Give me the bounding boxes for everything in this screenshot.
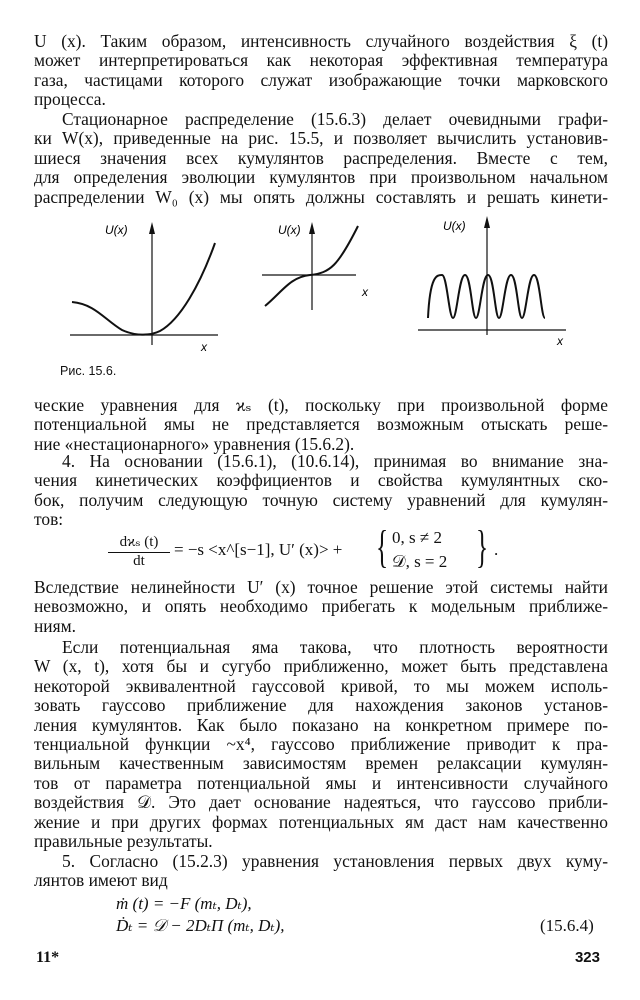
text-line: W (x, t), хотя бы и сугубо приближенно, может быть представлена: [34, 656, 608, 677]
y-axis-arrow-1: [149, 222, 155, 234]
text-line: Вследствие нелинейности U′ (x) точное решение этой системы найти: [34, 577, 608, 597]
text-line: процесса.: [34, 89, 106, 110]
left-brace: {: [376, 521, 389, 572]
text-line: 4. На основании (15.6.1), (10.6.14), принимая во внимание зна-: [62, 451, 608, 471]
curve-1: [72, 243, 215, 335]
text-line: 5. Согласно (15.2.3) уравнения установления первых двух куму-: [62, 851, 608, 871]
text-line: ние «нестационарного» уравнения (15.6.2).: [34, 433, 355, 454]
paragraph-4: [34, 452, 608, 530]
equation-end: .: [494, 540, 499, 559]
text-line: тов от параметра потенциальной ямы и интенсивности случайного: [34, 772, 608, 793]
text-line: невозможно, и опять необходимо прибегать к модельным приближе-: [34, 596, 608, 617]
paragraph-7: [34, 852, 608, 891]
text-line: шиеся значения всех кумулянтов распределения. Вместе с тем,: [34, 147, 608, 168]
text-line: ки W(x), приведенные на рис. 15.5, и позволяет вычислить установив-: [34, 128, 608, 149]
y-axis-label-3: U(x): [443, 219, 466, 233]
graph-2: [262, 222, 369, 310]
text-line: потенциальной ямы не представляется возможным отыскать реше-: [34, 414, 608, 435]
fraction-numerator: dϰₛ (t): [108, 532, 170, 553]
equation-number: (15.6.4): [540, 916, 594, 935]
fraction-denominator: dt: [133, 553, 145, 569]
equation-line-1: ṁ (t) = −F (mₜ, Dₜ),: [116, 894, 252, 913]
text-line: ниям.: [34, 615, 76, 636]
equation-line-2: Ḋₜ = 𝒟 − 2DₜΠ (mₜ, Dₜ),: [116, 916, 285, 935]
x-axis-label-1: x: [201, 340, 207, 354]
graph-3: [418, 216, 566, 348]
paragraph-5: [34, 578, 608, 636]
text-line: некоторой эквивалентной гауссовой кривой, то мы можем исполь-: [34, 675, 608, 696]
text-line: вильным качественным зависимостям времен релаксации кумулян-: [34, 753, 608, 774]
text-line: тов:: [34, 509, 64, 530]
equation-case-1: 0, s ≠ 2: [392, 528, 442, 547]
y-axis-arrow-2: [309, 222, 315, 234]
page-number: 323: [574, 949, 600, 966]
text-line: правильные результаты.: [34, 831, 213, 852]
y-axis-label-1: U(x): [105, 223, 128, 237]
text-line: зовать гауссово приближение для нахождения законов установ-: [34, 695, 608, 716]
y-axis-label-2: U(x): [278, 223, 301, 237]
paragraph-6: [34, 638, 608, 851]
equation-fraction: [108, 532, 170, 570]
text-line: жение и при других формах потенциальных ям даст нам качественно: [34, 811, 608, 832]
text-line: чения кинетических коэффициентов и свойства кумулянтных ско-: [34, 470, 608, 491]
text-line: ческие уравнения для ϰₛ (t), поскольку при произвольной форме: [34, 395, 608, 415]
figure-15-6: [0, 0, 640, 400]
y-axis-arrow-3: [484, 216, 490, 228]
text-line: тенциальной функции ~x⁴, гауссово приближение приводит к пра-: [34, 734, 608, 755]
text-line: может интерпретироваться как некоторая эффективная температура: [34, 50, 608, 71]
graph-1: [70, 222, 218, 354]
text-line: распределении W₀ (x) мы опять должны составлять и решать кинети-: [34, 186, 608, 207]
text-line: Стационарное распределение (15.6.3) делает очевидными графи-: [62, 109, 608, 129]
text-line: лянтов имеют вид: [34, 870, 168, 891]
text-line: U (x). Таким образом, интенсивность случайного воздействия ξ (t): [34, 31, 608, 51]
equation-rhs: = −s <x^[s−1], U′ (x)> +: [174, 540, 343, 559]
text-line: ления кумулянтов. Как было показано на конкретном примере по-: [34, 714, 608, 735]
text-line: бок, получим следующую точную систему уравнений для кумулян-: [34, 489, 608, 510]
x-axis-label-2: x: [362, 285, 368, 299]
right-brace: }: [476, 521, 489, 572]
figure-caption: Рис. 15.6.: [60, 364, 117, 378]
paragraph-3: [34, 396, 608, 454]
x-axis-label-3: x: [557, 334, 563, 348]
text-line: воздействия 𝒟. Это дает основание надеяться, что гауссово прибли-: [34, 792, 608, 813]
equation-case-2: 𝒟, s = 2: [392, 552, 448, 571]
text-line: газа, частицами которого служат изображающие точки марковского: [34, 69, 608, 90]
text-line: Если потенциальная яма такова, что плотность вероятности: [62, 637, 608, 657]
text-line: для определения эволюции кумулянтов при произвольном начальном: [34, 167, 608, 188]
signature-mark: 11*: [36, 949, 60, 966]
